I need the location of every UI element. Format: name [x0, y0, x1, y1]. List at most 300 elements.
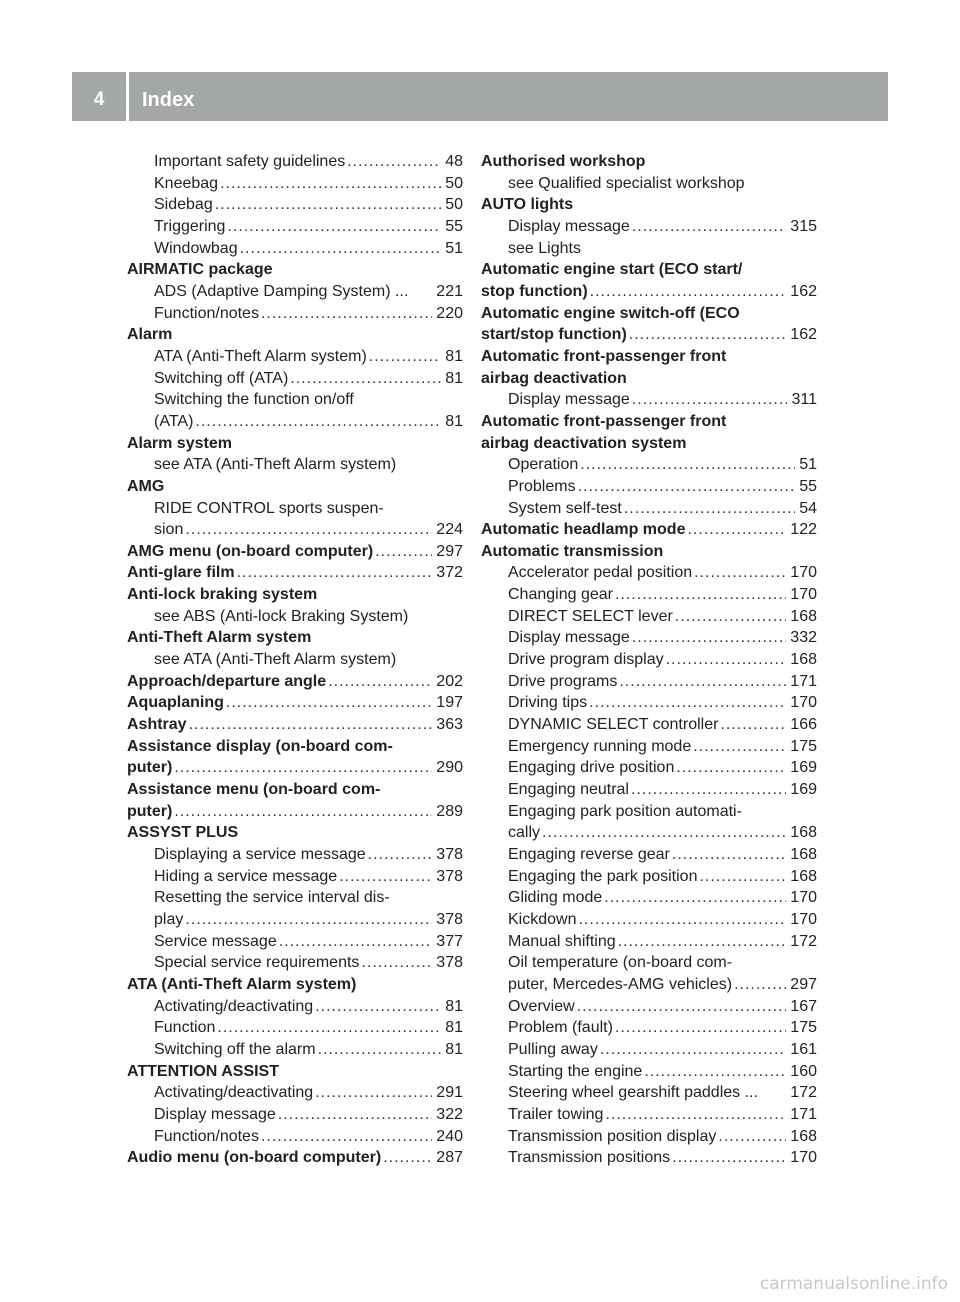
entry-line: [154, 1017, 463, 1039]
dot-leader: [618, 931, 787, 953]
entry-line: [127, 822, 463, 844]
entry-text: Kneebag: [154, 174, 219, 192]
index-subentry: [481, 1147, 817, 1169]
entry-text: ADS (Adaptive Damping System) ...: [154, 282, 409, 300]
entry-line: [127, 324, 463, 346]
page-reference[interactable]: 197: [436, 694, 463, 712]
entry-line: [481, 541, 817, 563]
dot-leader: [375, 541, 432, 563]
page-reference[interactable]: 172: [790, 1084, 817, 1102]
entry-text: Starting the engine: [508, 1062, 643, 1080]
entry-line: [154, 606, 463, 628]
entry-line: [508, 389, 817, 411]
index-entry: [481, 541, 817, 563]
index-entry: [481, 519, 817, 541]
index-column-left: [127, 151, 463, 1169]
page-reference[interactable]: 122: [790, 521, 817, 539]
dot-leader: [328, 671, 432, 693]
entry-text: see ATA (Anti-Theft Alarm system): [154, 456, 397, 474]
entry-line: [127, 584, 463, 606]
index-entry: [481, 259, 817, 302]
dot-leader: [217, 1017, 441, 1039]
entry-text: Engaging the park position: [508, 867, 698, 885]
page-reference[interactable]: 297: [436, 542, 463, 560]
entry-text: Gliding mode: [508, 889, 603, 907]
dot-leader: [195, 411, 441, 433]
entry-text: Display message: [508, 217, 630, 235]
page-reference[interactable]: 170: [790, 910, 817, 928]
entry-text: Assistance display (on-board com-: [127, 737, 393, 755]
dot-leader: [672, 1147, 786, 1169]
page-reference[interactable]: 168: [790, 867, 817, 885]
entry-line: [127, 1147, 463, 1169]
page-reference[interactable]: 363: [436, 716, 463, 734]
dot-leader: [631, 779, 786, 801]
entry-line: [508, 974, 817, 996]
page-reference[interactable]: 240: [436, 1127, 463, 1145]
entry-line: [508, 1104, 817, 1126]
index-entry: [127, 779, 463, 822]
page-reference[interactable]: 202: [436, 672, 463, 690]
index-subentry: [481, 1126, 817, 1148]
page-reference[interactable]: 162: [790, 326, 817, 344]
index-subentry: [127, 238, 463, 260]
index-entry: [127, 736, 463, 779]
entry-line: [481, 411, 817, 433]
index-subentry: [481, 671, 817, 693]
index-subentry: [127, 606, 463, 628]
entry-line: [508, 476, 817, 498]
dot-leader: [347, 151, 441, 173]
entry-text: Automatic engine switch-off (ECO: [481, 304, 740, 322]
index-subentry: [127, 303, 463, 325]
page-reference[interactable]: 55: [445, 217, 463, 235]
entry-text: Oil temperature (on-board com-: [508, 954, 733, 972]
entry-line: [508, 866, 817, 888]
entry-line: [127, 259, 463, 281]
entry-text: Engaging park position automati-: [508, 802, 742, 820]
dot-leader: [578, 909, 786, 931]
entry-line: [154, 996, 463, 1018]
entry-text: cally: [508, 824, 541, 842]
index-subentry: [481, 887, 817, 909]
dot-leader: [315, 996, 441, 1018]
entry-text: Hiding a service message: [154, 867, 338, 885]
entry-text: AMG: [127, 477, 165, 495]
entry-text: Engaging neutral: [508, 781, 629, 799]
entry-line: [127, 779, 463, 801]
page-reference[interactable]: 166: [790, 716, 817, 734]
dot-leader: [290, 368, 441, 390]
index-entry: [127, 1061, 463, 1083]
index-subentry: [481, 627, 817, 649]
dot-leader: [226, 692, 432, 714]
entry-text: Automatic headlamp mode: [481, 521, 686, 539]
entry-line: [154, 909, 463, 931]
dot-leader: [718, 1126, 786, 1148]
entry-text: Engaging reverse gear: [508, 846, 670, 863]
entry-text: ATTENTION ASSIST: [127, 1062, 279, 1080]
dot-leader: [369, 346, 441, 368]
dot-leader: [632, 216, 786, 238]
index-subentry: [481, 1039, 817, 1061]
entry-text: start/stop function): [481, 326, 627, 344]
dot-leader: [605, 1104, 786, 1126]
page-reference[interactable]: 175: [790, 737, 817, 755]
entry-text: Steering wheel gearshift paddles ...: [508, 1084, 758, 1102]
page-reference[interactable]: 81: [445, 369, 463, 387]
page-reference[interactable]: 167: [790, 997, 817, 1015]
page-reference[interactable]: 160: [790, 1062, 817, 1080]
entry-text: puter, Mercedes-AMG vehicles): [508, 975, 733, 993]
entry-text: Changing gear: [508, 586, 613, 604]
index-entry: [127, 259, 463, 281]
entry-line: [508, 584, 817, 606]
entry-line: [508, 887, 817, 909]
page-reference[interactable]: 81: [445, 997, 463, 1015]
page-reference[interactable]: 171: [790, 1105, 817, 1123]
entry-text: airbag deactivation: [481, 369, 627, 387]
dot-leader: [604, 887, 786, 909]
entry-line: [508, 1147, 817, 1169]
page-reference[interactable]: 51: [445, 239, 463, 257]
entry-text: AUTO lights: [481, 196, 574, 214]
page-reference[interactable]: 55: [799, 477, 817, 495]
page-reference[interactable]: 51: [799, 456, 817, 474]
dot-leader: [237, 562, 433, 584]
index-subentry: [127, 931, 463, 953]
index-entry: [127, 714, 463, 736]
index-subentry: [127, 151, 463, 173]
page-reference[interactable]: 170: [790, 889, 817, 907]
index-subentry: [127, 173, 463, 195]
dot-leader: [619, 671, 786, 693]
entry-line: [154, 216, 463, 238]
index-entry: [127, 584, 463, 606]
entry-text: Function/notes: [154, 1127, 259, 1145]
entry-text: Displaying a service message: [154, 846, 366, 863]
index-subentry: [127, 887, 463, 930]
entry-text: Switching off (ATA): [154, 369, 289, 387]
entry-line: [508, 714, 817, 736]
page-reference[interactable]: 168: [790, 824, 817, 842]
page-reference[interactable]: 220: [436, 304, 463, 322]
dot-leader: [368, 844, 433, 866]
page-reference[interactable]: 297: [790, 975, 817, 993]
entry-text: DYNAMIC SELECT controller: [508, 716, 719, 734]
page-reference[interactable]: 332: [790, 629, 817, 647]
page-reference[interactable]: 172: [790, 932, 817, 950]
dot-leader: [694, 562, 786, 584]
entry-line: [154, 1126, 463, 1148]
entry-text: Engaging drive position: [508, 759, 675, 777]
dot-leader: [699, 866, 786, 888]
index-subentry: [127, 281, 463, 303]
entry-text: Switching the function on/off: [154, 391, 354, 409]
dot-leader: [279, 931, 433, 953]
dot-leader: [632, 389, 788, 411]
page-reference[interactable]: 170: [790, 1149, 817, 1167]
dot-leader: [734, 974, 786, 996]
entry-line: [154, 1039, 463, 1061]
dot-leader: [578, 476, 796, 498]
index-entry: [127, 433, 463, 455]
dot-leader: [672, 844, 786, 866]
index-subentry: [127, 1104, 463, 1126]
entry-text: Function/notes: [154, 304, 259, 322]
entry-text: puter): [127, 759, 173, 777]
page-reference[interactable]: 377: [436, 932, 463, 950]
page-reference[interactable]: 81: [445, 347, 463, 365]
entry-line: [508, 779, 817, 801]
dot-leader: [580, 454, 795, 476]
index-subentry: [481, 801, 817, 844]
dot-leader: [720, 714, 786, 736]
entry-line: [154, 303, 463, 325]
index-entry: [127, 627, 463, 649]
index-entry: [127, 541, 463, 563]
entry-line: [508, 649, 817, 671]
page-reference[interactable]: 175: [790, 1019, 817, 1037]
entry-line: [127, 801, 463, 823]
entry-line: [127, 476, 463, 498]
entry-text: Approach/departure angle: [127, 672, 327, 690]
entry-line: [508, 757, 817, 779]
entry-text: ATA (Anti-Theft Alarm system): [127, 975, 357, 993]
page-reference[interactable]: 161: [790, 1040, 817, 1058]
entry-line: [508, 238, 817, 260]
dot-leader: [629, 324, 787, 346]
page-reference[interactable]: 290: [436, 759, 463, 777]
entry-line: [154, 281, 463, 303]
entry-text: (ATA): [154, 412, 194, 430]
entry-line: [508, 1126, 817, 1148]
dot-leader: [615, 1017, 786, 1039]
index-subentry: [127, 844, 463, 866]
page-reference[interactable]: 378: [436, 910, 463, 928]
entry-line: [127, 627, 463, 649]
dot-leader: [278, 1104, 432, 1126]
index-subentry: [127, 1039, 463, 1061]
index-subentry: [481, 736, 817, 758]
dot-leader: [220, 173, 441, 195]
dot-leader: [383, 1147, 432, 1169]
entry-text: Problem (fault): [508, 1019, 613, 1037]
page-reference[interactable]: 311: [791, 391, 817, 409]
entry-text: Assistance menu (on-board com-: [127, 781, 381, 799]
section-title: Index: [142, 89, 195, 111]
page-reference[interactable]: 378: [436, 846, 463, 863]
page-reference[interactable]: 81: [445, 1040, 463, 1058]
index-subentry: [481, 476, 817, 498]
dot-leader: [632, 627, 786, 649]
index-subentry: [127, 866, 463, 888]
entry-line: [127, 562, 463, 584]
index-subentry: [481, 844, 817, 866]
dot-leader: [240, 238, 442, 260]
page-reference[interactable]: 170: [790, 586, 817, 604]
entry-text: puter): [127, 802, 173, 820]
dot-leader: [687, 519, 786, 541]
index-subentry: [481, 498, 817, 520]
entry-line: [154, 1082, 463, 1104]
entry-text: Automatic engine start (ECO start/: [481, 261, 743, 279]
page-reference[interactable]: 168: [790, 651, 817, 669]
dot-leader: [577, 996, 787, 1018]
entry-line: [508, 1082, 817, 1104]
entry-text: Automatic transmission: [481, 542, 664, 560]
entry-line: [127, 541, 463, 563]
entry-line: [508, 627, 817, 649]
entry-text: Function: [154, 1019, 216, 1037]
entry-line: [154, 844, 463, 866]
entry-line: [154, 519, 463, 541]
entry-line: [481, 346, 817, 368]
entry-line: [508, 996, 817, 1018]
entry-text: Overview: [508, 997, 575, 1015]
index-entry: [481, 151, 817, 173]
entry-line: [508, 454, 817, 476]
entry-text: Triggering: [154, 217, 226, 235]
entry-line: [127, 974, 463, 996]
entry-line: [508, 671, 817, 693]
entry-text: RIDE CONTROL sports suspen-: [154, 499, 384, 517]
page-reference[interactable]: 169: [790, 759, 817, 777]
dot-leader: [590, 281, 787, 303]
entry-text: play: [154, 910, 184, 928]
page-reference[interactable]: 224: [436, 521, 463, 539]
entry-text: AIRMATIC package: [127, 261, 273, 279]
page-reference[interactable]: 48: [445, 153, 463, 170]
entry-text: see Lights: [508, 239, 581, 257]
index-subentry: [127, 1126, 463, 1148]
entry-line: [481, 433, 817, 455]
entry-line: [508, 844, 817, 866]
entry-text: see Qualified specialist workshop: [508, 174, 745, 192]
entry-text: Aquaplaning: [127, 694, 224, 712]
page-reference[interactable]: 322: [436, 1105, 463, 1123]
dot-leader: [339, 866, 432, 888]
index-subentry: [127, 194, 463, 216]
entry-text: Emergency running mode: [508, 737, 692, 755]
page-reference[interactable]: 289: [436, 802, 463, 820]
entry-text: Service message: [154, 932, 277, 950]
index-entry: [481, 346, 817, 389]
page-reference[interactable]: 81: [445, 1019, 463, 1037]
index-entry: [127, 692, 463, 714]
index-subentry: [481, 996, 817, 1018]
page-reference[interactable]: 372: [436, 564, 463, 582]
index-subentry: [481, 562, 817, 584]
page-reference[interactable]: 168: [790, 1127, 817, 1145]
dot-leader: [215, 194, 441, 216]
page-reference[interactable]: 170: [790, 694, 817, 712]
dot-leader: [666, 649, 787, 671]
entry-line: [508, 606, 817, 628]
page-reference[interactable]: 170: [790, 564, 817, 582]
index-subentry: [481, 779, 817, 801]
entry-line: [481, 151, 817, 173]
entry-text: Automatic front-passenger front: [481, 347, 727, 365]
index-subentry: [481, 584, 817, 606]
entry-line: [481, 368, 817, 390]
page-reference[interactable]: 50: [445, 174, 463, 192]
entry-line: [481, 519, 817, 541]
entry-text: Audio menu (on-board computer): [127, 1149, 382, 1167]
entry-line: [154, 498, 463, 520]
entry-line: [154, 411, 463, 433]
entry-line: [127, 714, 463, 736]
page-reference[interactable]: 378: [436, 867, 463, 885]
entry-line: [154, 1104, 463, 1126]
entry-line: [508, 692, 817, 714]
entry-line: [154, 887, 463, 909]
page-reference[interactable]: 162: [790, 282, 817, 300]
entry-line: [127, 433, 463, 455]
index-subentry: [127, 996, 463, 1018]
page-reference[interactable]: 168: [790, 846, 817, 863]
dot-leader: [318, 1039, 442, 1061]
page-reference[interactable]: 168: [790, 607, 817, 625]
entry-line: [127, 736, 463, 758]
dot-leader: [185, 909, 432, 931]
index-subentry: [481, 757, 817, 779]
entry-line: [508, 931, 817, 953]
entry-line: [481, 194, 817, 216]
entry-line: [127, 671, 463, 693]
entry-line: [154, 238, 463, 260]
page-reference[interactable]: 221: [436, 282, 463, 300]
index-column-right: [481, 151, 817, 1169]
entry-line: [154, 173, 463, 195]
index-subentry: [481, 606, 817, 628]
entry-line: [508, 952, 817, 974]
index-subentry: [481, 238, 817, 260]
entry-text: Display message: [508, 391, 630, 409]
index-subentry: [481, 173, 817, 195]
page-reference[interactable]: 287: [436, 1149, 463, 1167]
dot-leader: [185, 519, 432, 541]
watermark: carmanualsonline.info: [759, 1274, 948, 1294]
index-entry: [481, 411, 817, 454]
index-entry: [127, 822, 463, 844]
entry-text: Display message: [154, 1105, 276, 1123]
index-subentry: [481, 866, 817, 888]
entry-text: System self-test: [508, 499, 622, 517]
entry-line: [508, 909, 817, 931]
entry-line: [127, 692, 463, 714]
page-reference[interactable]: 81: [445, 412, 463, 430]
dot-leader: [227, 216, 441, 238]
page-reference[interactable]: 50: [445, 196, 463, 214]
entry-text: Important safety guidelines: [154, 153, 346, 170]
page-reference[interactable]: 169: [790, 781, 817, 799]
entry-text: stop function): [481, 282, 588, 300]
entry-line: [154, 866, 463, 888]
page-reference[interactable]: 378: [436, 954, 463, 972]
entry-text: Problems: [508, 477, 576, 495]
page-reference[interactable]: 171: [790, 672, 817, 690]
page-reference[interactable]: 291: [436, 1084, 463, 1102]
page-reference[interactable]: 54: [799, 499, 817, 517]
entry-line: [508, 173, 817, 195]
dot-leader: [315, 1082, 432, 1104]
entry-text: Pulling away: [508, 1040, 598, 1058]
entry-line: [154, 454, 463, 476]
index-subentry: [481, 1082, 817, 1104]
page-reference[interactable]: 315: [790, 217, 817, 235]
entry-text: Authorised workshop: [481, 153, 646, 170]
